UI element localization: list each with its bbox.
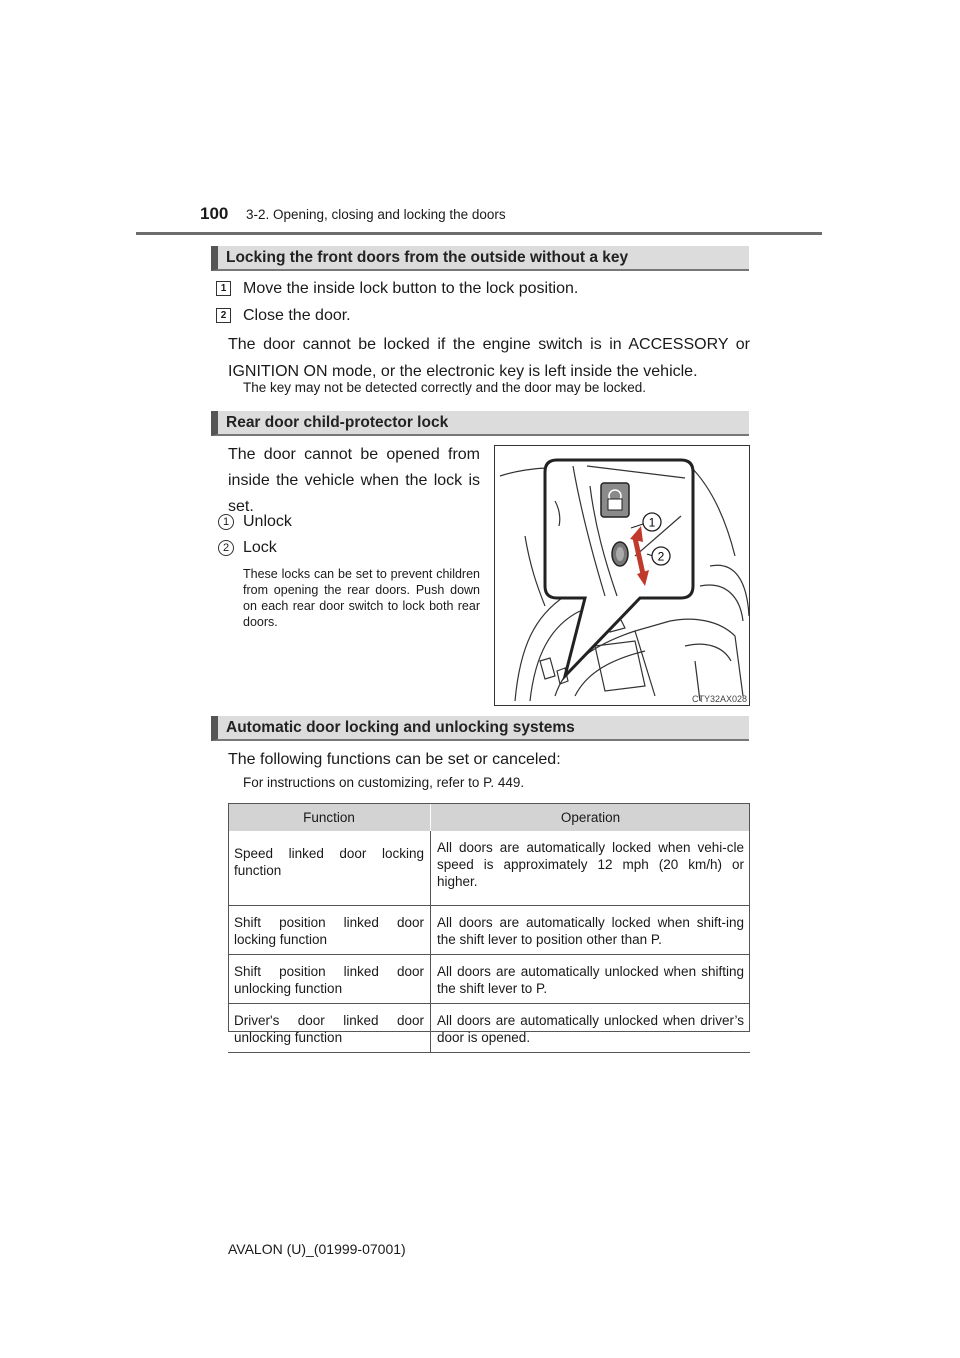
figure-code: CTY32AX028 [691, 694, 747, 704]
section-heading-front-door-lock: Locking the front doors from the outside without a key [211, 246, 749, 271]
table-row [228, 955, 750, 1004]
function-cell: Shift position linked door locking function [228, 906, 431, 955]
section-heading-auto-locking: Automatic door locking and unlocking systems [211, 716, 749, 741]
child-lock-paragraph: The door cannot be opened from inside the vehicle when the lock is set. [228, 446, 480, 515]
lock-body-icon [608, 499, 622, 510]
function-cell: Speed linked door locking function [228, 831, 431, 906]
step-1-text: Move the inside lock button to the lock position. [243, 280, 579, 297]
item-lock-label: Lock [243, 539, 277, 556]
table-row [228, 906, 750, 955]
table-row [228, 831, 750, 906]
operation-cell: All doors are automatically unlocked when shifting the shift lever to P. [431, 955, 751, 1004]
table-header-row [228, 803, 750, 831]
section-heading-child-lock: Rear door child-protector lock [211, 411, 749, 436]
footer-model-code: AVALON (U)_(01999-07001) [228, 1241, 406, 1257]
door-lock-drawing [495, 446, 750, 706]
operation-cell: All doors are automatically locked when shift-ing the shift lever to position other than P. [431, 906, 751, 955]
header-operation: Operation [431, 803, 751, 831]
item-number-1: 1 [218, 514, 234, 530]
function-cell: Driver's door linked door unlocking function [228, 1004, 431, 1053]
step-2-text: Close the door. [243, 307, 351, 324]
operation-cell: All doors are automatically unlocked when driver’s door is opened. [431, 1004, 751, 1053]
table-row [228, 1004, 750, 1053]
header-function: Function [228, 803, 431, 831]
operation-cell: All doors are automatically locked when vehi-cle speed is approximately 12 mph (20 km/h) or higher. [431, 831, 751, 906]
callout-1-label: 1 [648, 515, 656, 530]
item-unlock-label: Unlock [243, 513, 292, 530]
child-lock-illustration [494, 445, 750, 706]
front-door-paragraph: The door cannot be locked if the engine switch is in ACCESSORY or IGNITION ON mode, or the electronic key is left inside the vehicle. [228, 336, 750, 380]
callout-2-label: 2 [657, 549, 665, 564]
front-door-note: The key may not be detected correctly and the door may be locked. [243, 380, 646, 395]
page-number: 100 [200, 204, 229, 223]
header-rule [136, 232, 822, 235]
function-cell: Shift position linked door unlocking function [228, 955, 431, 1004]
switch-highlight [616, 547, 624, 561]
item-number-2: 2 [218, 540, 234, 556]
auto-locking-note: For instructions on customizing, refer to P. 449. [243, 775, 525, 790]
child-lock-note: These locks can be set to prevent children from opening the rear doors. Push down on each rear door switch to lock both rear doors. [243, 567, 480, 629]
step-badge-2: 2 [216, 308, 231, 323]
chapter-title: 3-2. Opening, closing and locking the doors [246, 207, 506, 222]
step-badge-1: 1 [216, 281, 231, 296]
auto-locking-paragraph: The following functions can be set or canceled: [228, 751, 561, 768]
function-table [228, 803, 750, 1053]
